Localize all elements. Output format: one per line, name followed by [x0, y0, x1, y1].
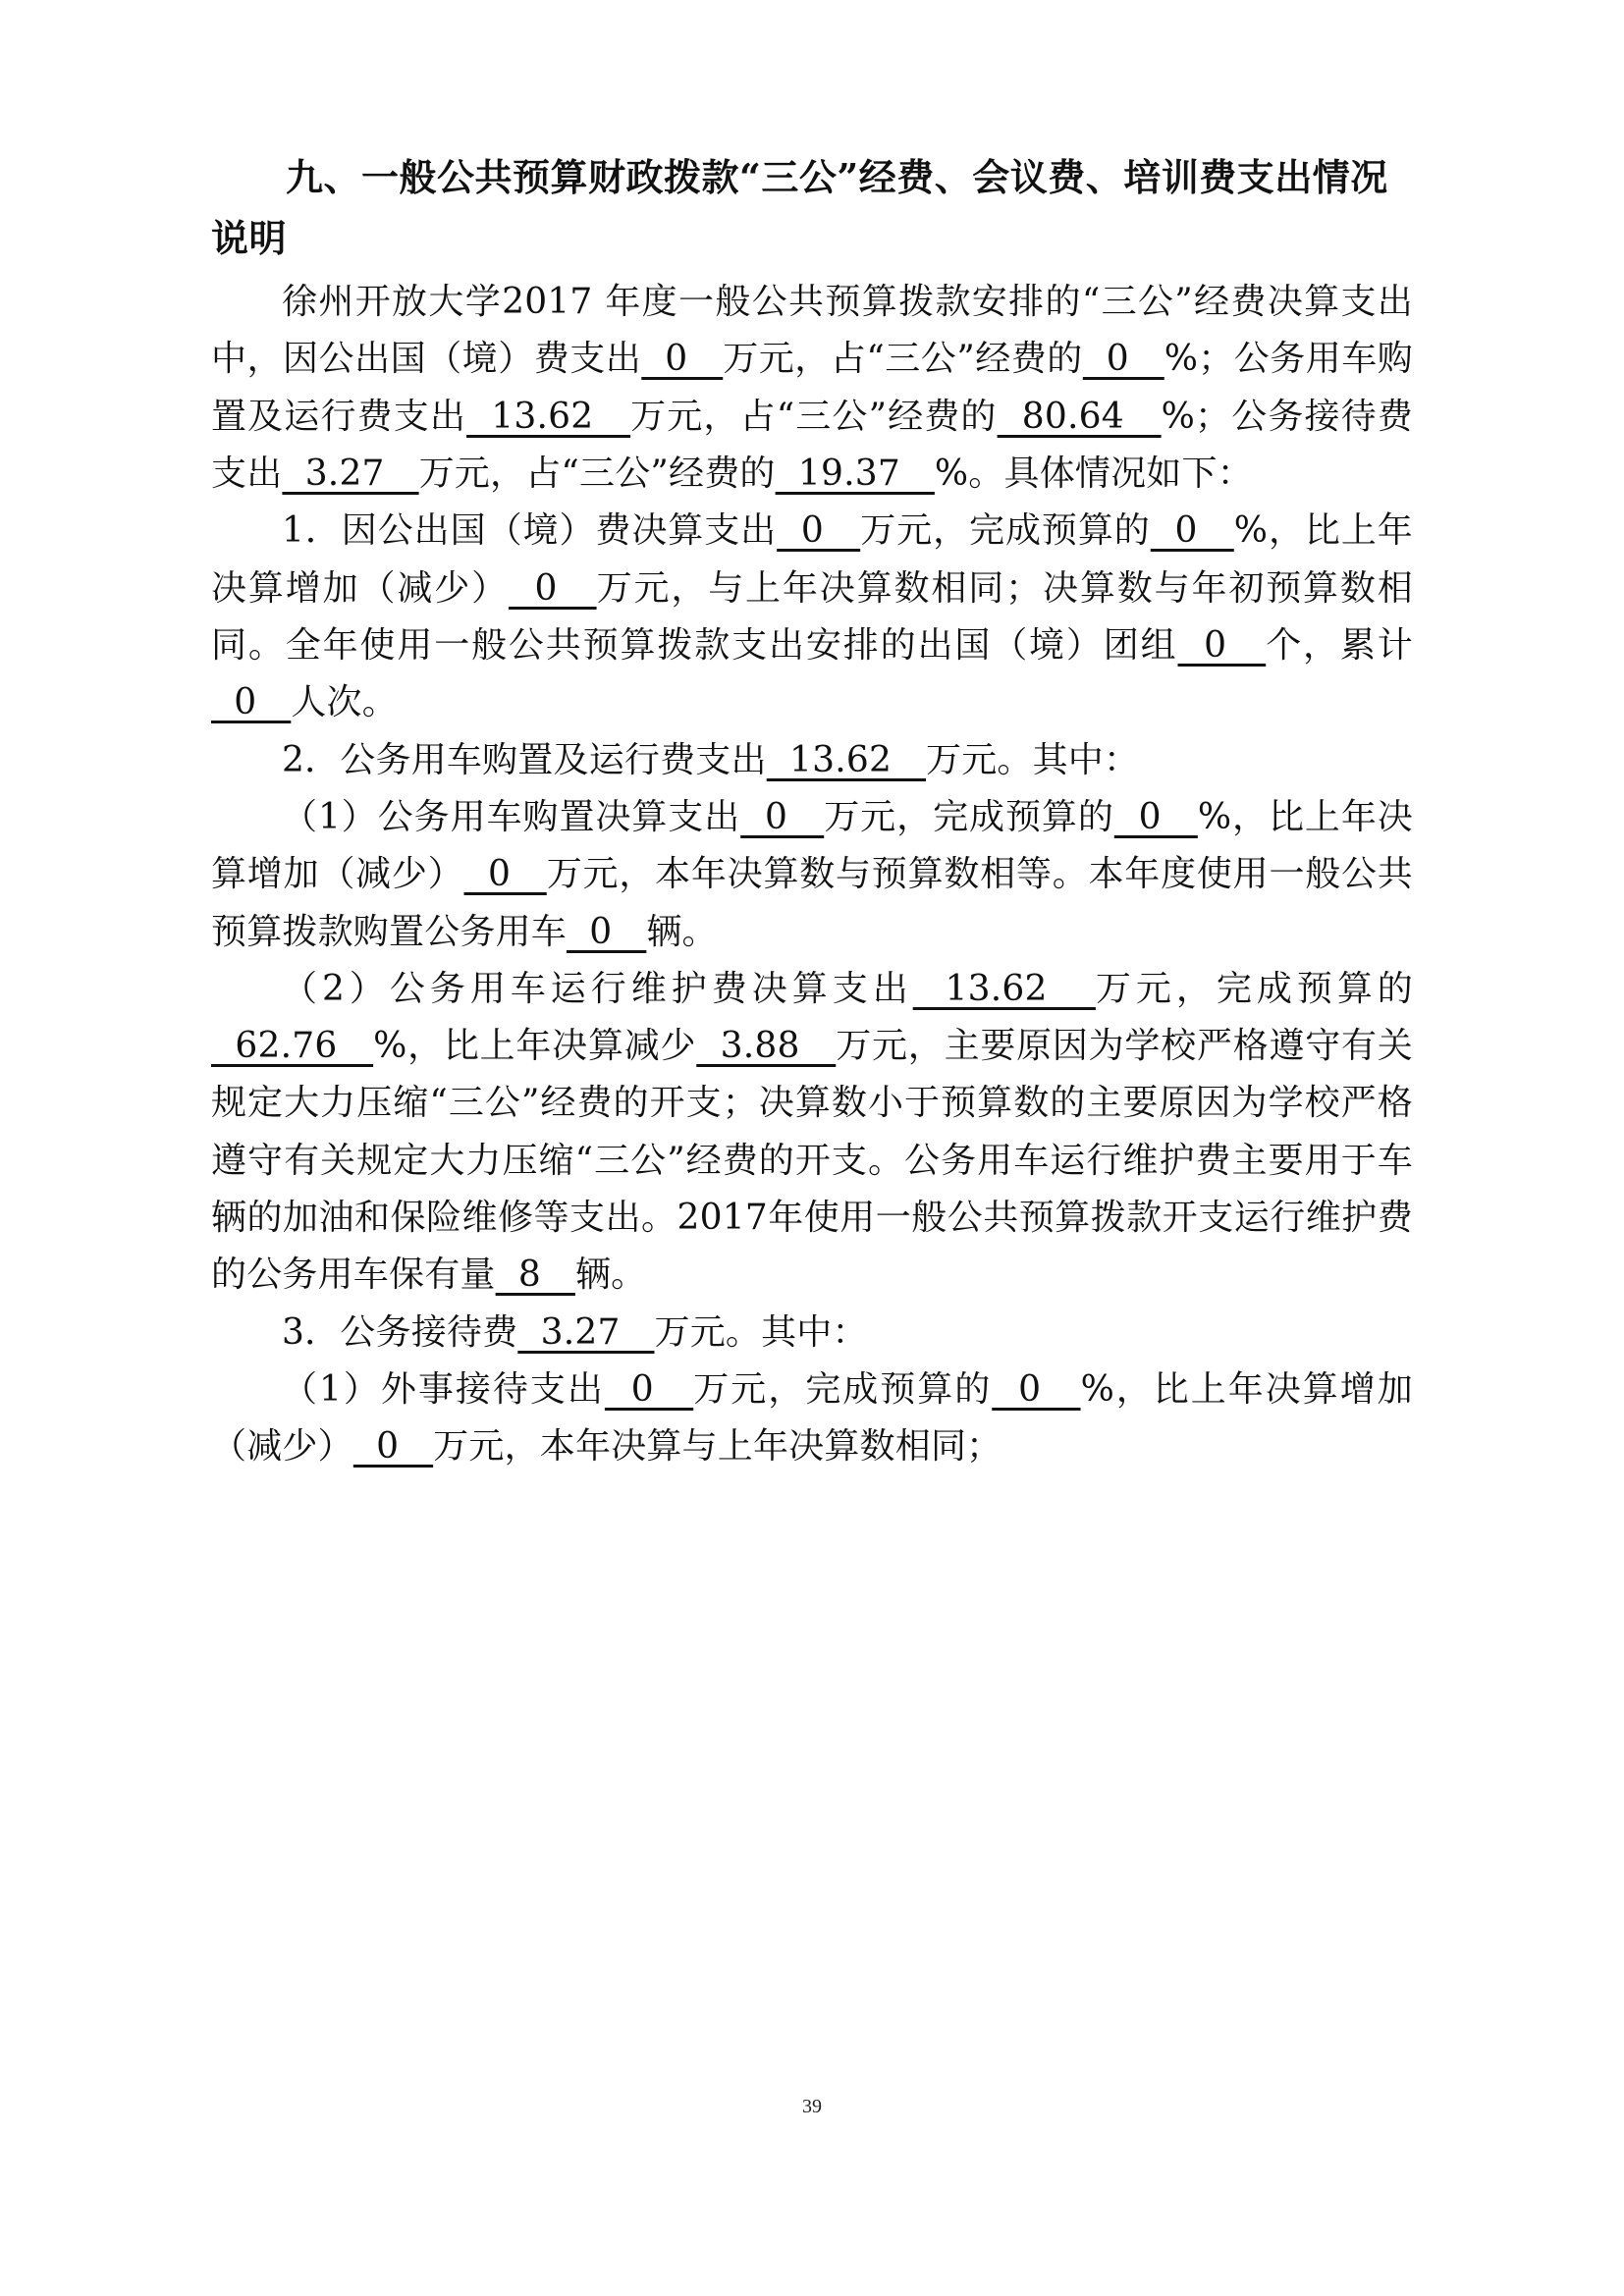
text-run: 辆。 — [574, 1255, 647, 1296]
text-run: %。具体情况如下： — [934, 454, 1253, 495]
text-run: 万元，占“三公”经费的 — [418, 454, 776, 495]
paragraph-item2 — [211, 732, 1413, 789]
page-title: 九、一般公共预算财政拨款“三公”经费、会议费、培训费支出情况说明 — [211, 155, 1388, 260]
text-run: 1．因公出国（境）费决算支出 — [282, 510, 778, 552]
text-run: 万元，占“三公”经费的 — [723, 339, 1083, 380]
text-run: 徐州开放大学 — [282, 282, 503, 323]
text-run: 万元，主要原因为学校严格遵守有关规定大力压缩“三公”经费的开支；决算数小于预算数的主要原因为学校严格遵守有关规定大力压缩“三公”经费的开支。公务用车运行维护费主要用于车辆的加油和保险维修等支出。2017年使用一般公共预算拨款开支运行维护费的公务用车保有量 — [211, 1026, 1413, 1296]
text-run: %；公务接待费支出 — [211, 396, 1414, 495]
fill-in-blank: 0 — [641, 339, 724, 380]
text-run: （1）公务用车购置决算支出 — [282, 796, 741, 837]
text-run: %，比上年决算增加（减少） — [211, 796, 1413, 895]
paragraph-intro — [211, 274, 1413, 503]
fill-in-blank: 62.76 — [211, 1026, 374, 1067]
fill-in-blank: 3.27 — [282, 454, 419, 495]
fill-in-blank: 13.62 — [466, 396, 631, 437]
text-run: 个，累计 — [1266, 624, 1413, 666]
text-run: 万元，本年决算与上年决算数相同； — [433, 1426, 1002, 1468]
text-run: （2）公务用车运行维护费决算支出 — [282, 968, 913, 1009]
text-run: %，比上年决算增加（减少） — [211, 1369, 1413, 1468]
text-run: 万元。其中： — [654, 1311, 868, 1353]
text-run: 2．公务用车购置及运行费支出 — [282, 739, 767, 780]
fill-in-blank: 0 — [1113, 796, 1198, 837]
fill-in-blank: 0 — [992, 1369, 1081, 1411]
fill-in-blank: 0 — [352, 1426, 434, 1468]
fill-in-blank: 80.64 — [997, 396, 1162, 437]
paragraph-item3 — [211, 1305, 1413, 1362]
text-run: （1）外事接待支出 — [282, 1369, 605, 1411]
paragraph-item2-2 — [211, 961, 1413, 1305]
fill-in-blank: 0 — [1177, 624, 1267, 666]
text-run: 人次。 — [291, 682, 398, 723]
fill-in-blank: 19.37 — [775, 454, 935, 495]
fill-in-blank: 0 — [1150, 510, 1234, 552]
text-run: 万元。其中： — [926, 739, 1140, 780]
fill-in-blank: 3.27 — [517, 1311, 655, 1353]
text-run: 万元，完成预算的 — [860, 510, 1151, 552]
text-run: 万元，与上年决算数相同；决算数与年初预算数相同。全年使用一般公共预算拨款支出安排的出国（境）团组 — [211, 567, 1413, 666]
text-run: 2017 — [502, 282, 606, 323]
fill-in-blank: 0 — [463, 854, 547, 895]
paragraph-item3-1 — [211, 1362, 1413, 1476]
text-run: 年度一般公共预算拨款安排的“三公”经费决算支出中，因公出国（境）费支出 — [211, 282, 1413, 380]
text-run: %，比上年决算增加（减少） — [211, 510, 1413, 609]
fill-in-blank: 13.62 — [912, 968, 1096, 1009]
fill-in-blank: 0 — [604, 1369, 694, 1411]
fill-in-blank: 13.62 — [766, 739, 926, 780]
text-run: 万元，完成预算的 — [824, 796, 1114, 837]
fill-in-blank: 8 — [495, 1255, 575, 1296]
fill-in-blank: 0 — [567, 911, 647, 952]
fill-in-blank: 3.88 — [696, 1026, 837, 1067]
text-run: 3．公务接待费 — [282, 1311, 518, 1353]
text-run: 万元，完成预算的 — [1095, 968, 1414, 1009]
fill-in-blank: 0 — [508, 567, 597, 609]
text-run: 万元，完成预算的 — [693, 1369, 993, 1411]
fill-in-blank: 0 — [1082, 339, 1164, 380]
text-run: 辆。 — [646, 911, 718, 952]
text-run: %；公务用车购置及运行费支出 — [211, 339, 1414, 437]
text-run: %，比上年决算减少 — [373, 1026, 697, 1067]
paragraph-item2-1 — [211, 789, 1413, 961]
document-body — [211, 274, 1413, 1476]
text-run: 万元，本年决算数与预算数相等。本年度使用一般公共预算拨款购置公务用车 — [211, 854, 1413, 952]
paragraph-item1 — [211, 503, 1413, 731]
fill-in-blank: 0 — [777, 510, 861, 552]
fill-in-blank: 0 — [740, 796, 825, 837]
page-number: 39 — [802, 2096, 822, 2117]
fill-in-blank: 0 — [211, 682, 292, 723]
text-run: 万元，占“三公”经费的 — [630, 396, 998, 437]
